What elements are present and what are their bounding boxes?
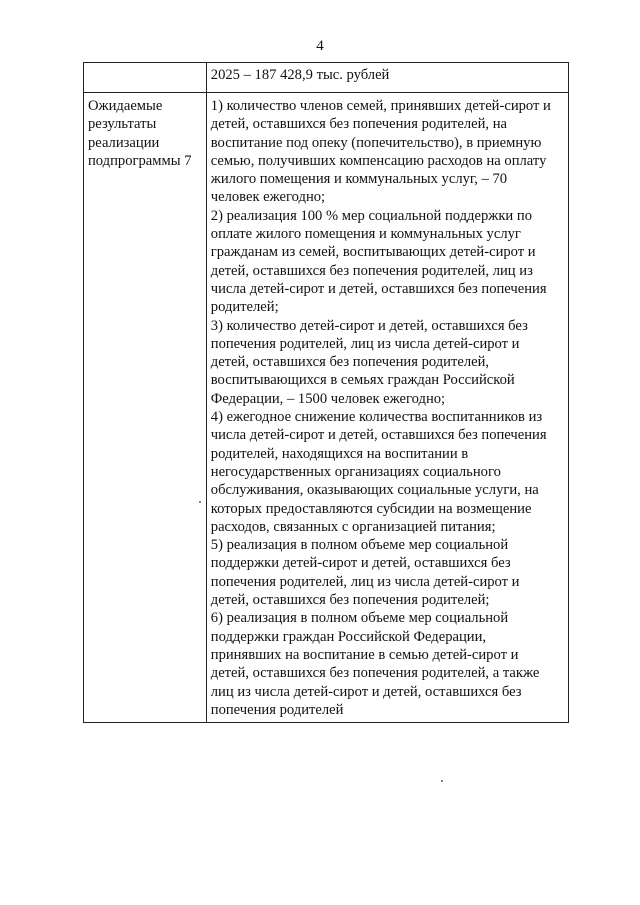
result-text-line: попечения родителей, лиц из числа детей-сирот и — [210, 573, 520, 590]
result-text-line: воспитывающихся в семьях граждан Российской — [210, 372, 515, 389]
result-text-line: попечения родителей, лиц из числа детей-сирот и — [210, 335, 520, 352]
result-text-line: обслуживания, оказывающих социальные услуги, на — [210, 482, 539, 499]
result-text-line: 6) реализация в полном объеме мер социальной — [210, 610, 509, 627]
result-text-line: гражданам из семей, воспитывающих детей-сирот и — [210, 244, 536, 261]
funding-label-cell — [84, 63, 207, 93]
funding-row — [84, 63, 569, 93]
subprogram-table — [83, 62, 569, 723]
result-text-line: родителей; — [210, 299, 279, 316]
scan-speck — [441, 780, 443, 782]
result-text-line: попечения родителей — [210, 701, 344, 718]
result-text-line: негосударственных организациях социального — [210, 463, 501, 480]
result-text-line: детей, оставшихся без попечения родителей, на — [210, 116, 508, 133]
result-text-line: принявших на воспитание в семью детей-сирот и — [210, 646, 519, 663]
result-text-line: числа детей-сирот и детей, оставшихся без попечения — [210, 427, 547, 444]
result-text-line: детей, оставшихся без попечения родителей, а также — [210, 665, 540, 682]
result-text-line: человек ежегодно; — [210, 189, 326, 206]
expected-results-row — [84, 93, 569, 723]
result-text-line: 1) количество членов семей, принявших детей-сирот и — [210, 98, 551, 114]
result-text-line: лиц из числа детей-сирот и детей, оставшихся без — [210, 683, 522, 700]
result-text-line: семью, получивших компенсацию расходов на оплату — [210, 152, 547, 169]
result-text-line: поддержки детей-сирот и детей, оставшихся без — [210, 555, 511, 572]
result-text-line: 4) ежегодное снижение количества воспитанников из — [210, 409, 543, 426]
label-line: реализации — [88, 134, 160, 151]
scan-speck — [199, 501, 201, 503]
result-text-line: воспитание под опеку (попечительство), в приемную — [210, 134, 542, 151]
result-text-line: 3) количество детей-сирот и детей, оставшихся без — [210, 317, 528, 334]
result-text-line: Федерации, – 1500 человек ежегодно; — [210, 390, 446, 407]
page-number: 4 — [316, 38, 324, 54]
result-text-line: оплате жилого помещения и коммунальных услуг — [210, 226, 521, 243]
result-text-line: которых предоставляются субсидии на возмещение — [210, 500, 532, 517]
result-text-line: поддержки граждан Российской Федерации, — [210, 628, 487, 645]
result-text-line: детей, оставшихся без попечения родителей, лиц из — [210, 262, 533, 279]
label-line: Ожидаемые — [88, 98, 163, 114]
label-line: подпрограммы 7 — [88, 152, 192, 169]
result-text-line: числа детей-сирот и детей, оставшихся без попечения — [210, 280, 547, 297]
label-line: результаты — [88, 116, 157, 133]
result-text-line: детей, оставшихся без попечения родителей; — [210, 592, 490, 609]
result-text-line: расходов, связанных с организацией питания; — [210, 518, 496, 535]
result-text-line: родителей, находящихся на воспитании в — [210, 445, 469, 462]
expected-results-label-cell — [84, 93, 207, 723]
result-text-line: жилого помещения и коммунальных услуг, – 70 — [210, 171, 508, 188]
result-text-line: 5) реализация в полном объеме мер социальной — [210, 537, 509, 554]
expected-results-content-cell — [206, 93, 568, 723]
result-text-line: детей, оставшихся без попечения родителей, — [210, 354, 490, 371]
funding-value-cell: 2025 – 187 428,9 тыс. рублей — [206, 63, 568, 93]
result-text-line: 2) реализация 100 % мер социальной поддержки по — [210, 207, 532, 224]
